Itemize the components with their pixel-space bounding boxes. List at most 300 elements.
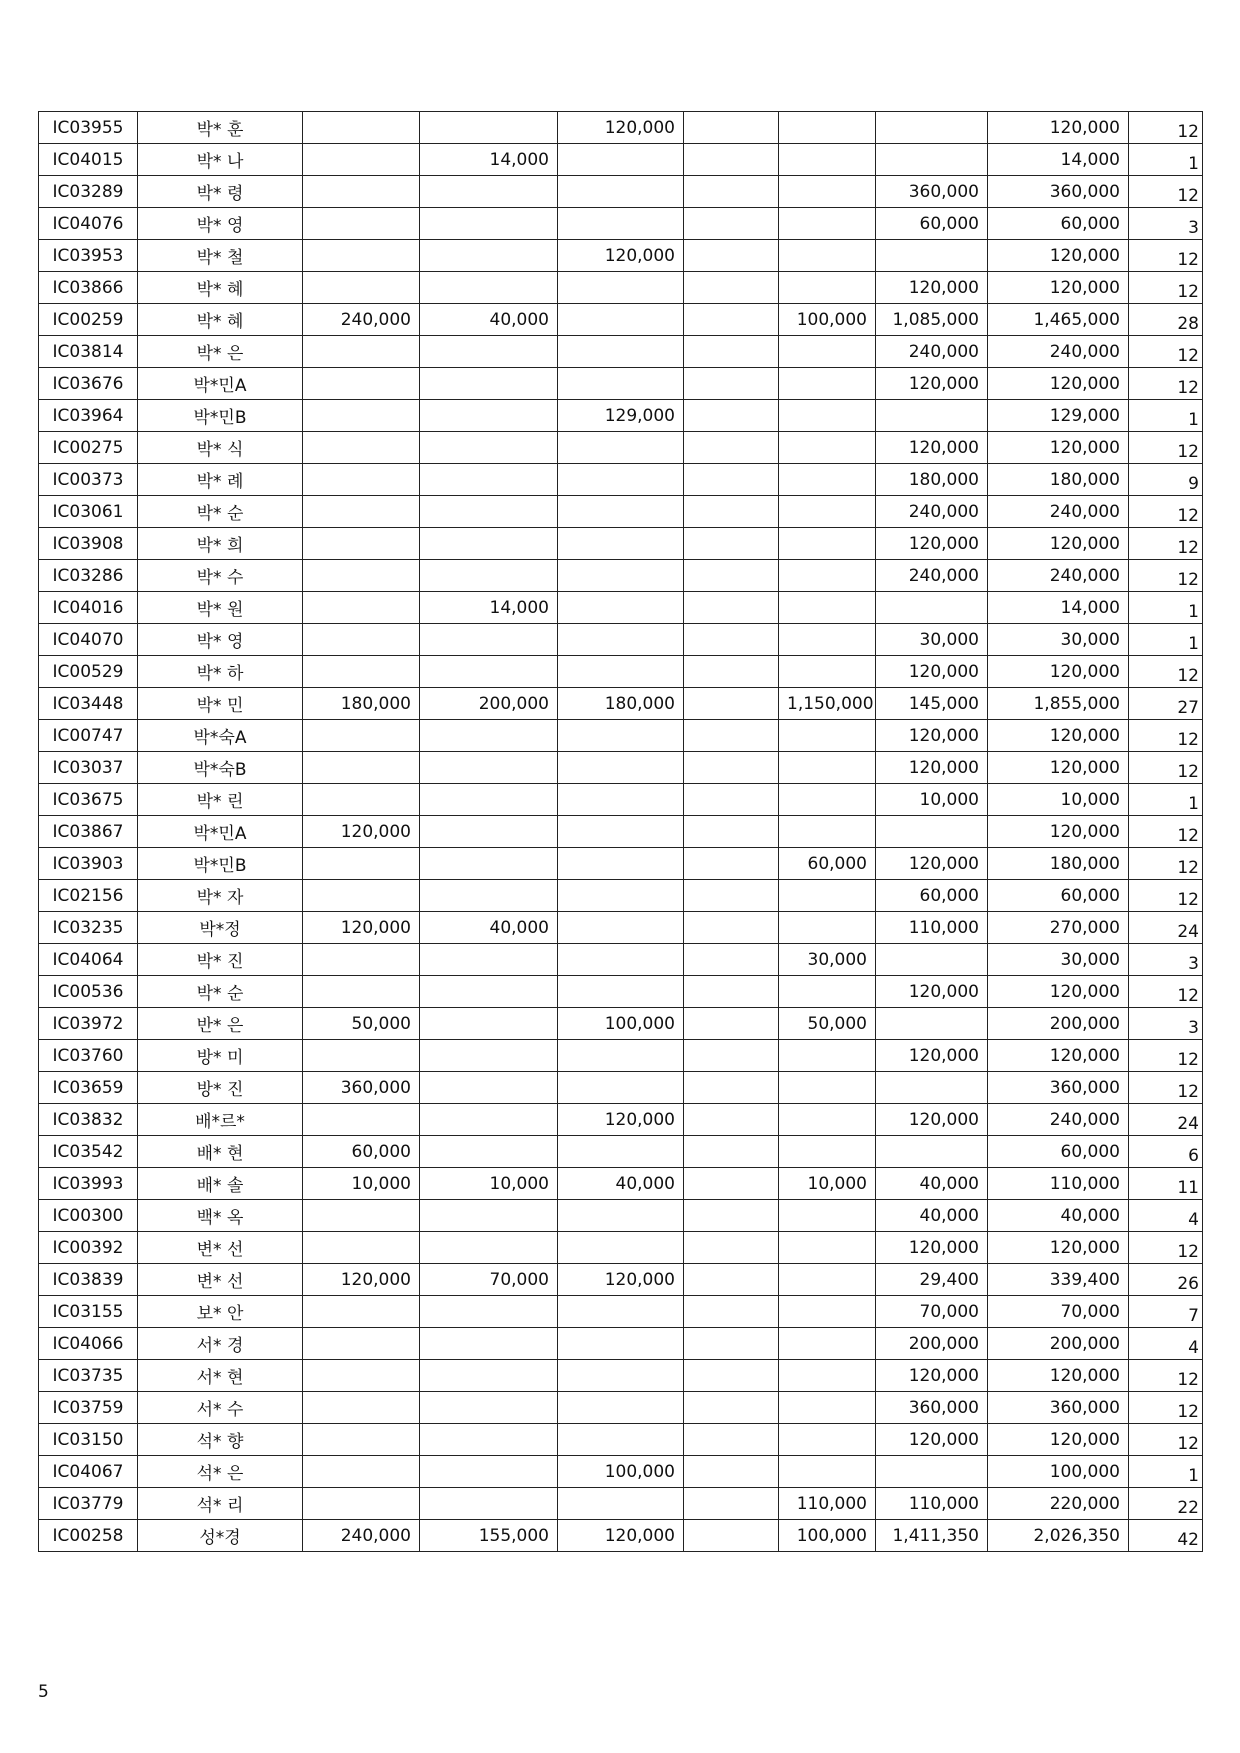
total-amount-cell: 60,000 — [988, 1136, 1129, 1168]
count-cell: 12 — [1129, 528, 1203, 560]
count-cell: 9 — [1129, 464, 1203, 496]
member-id-cell: IC00536 — [39, 976, 138, 1008]
amount-col-3-cell — [558, 752, 684, 784]
amount-col-2-cell — [420, 1488, 558, 1520]
amount-col-3-cell — [558, 1392, 684, 1424]
count-cell: 12 — [1129, 976, 1203, 1008]
count-cell: 6 — [1129, 1136, 1203, 1168]
count-cell: 12 — [1129, 368, 1203, 400]
member-id-cell: IC03659 — [39, 1072, 138, 1104]
amount-col-1-cell — [303, 208, 420, 240]
amount-col-1-cell — [303, 432, 420, 464]
amount-col-4-cell — [684, 1136, 779, 1168]
amount-col-6-cell: 120,000 — [876, 720, 988, 752]
total-amount-cell: 120,000 — [988, 656, 1129, 688]
amount-col-5-cell — [779, 880, 876, 912]
amount-col-4-cell — [684, 880, 779, 912]
amount-col-6-cell: 120,000 — [876, 1360, 988, 1392]
table-row — [39, 848, 1203, 880]
member-id-cell: IC03866 — [39, 272, 138, 304]
total-amount-cell: 110,000 — [988, 1168, 1129, 1200]
table-row — [39, 976, 1203, 1008]
amount-col-2-cell — [420, 400, 558, 432]
member-name-cell: 석* 향 — [138, 1424, 303, 1456]
member-id-cell: IC04015 — [39, 144, 138, 176]
amount-col-3-cell — [558, 816, 684, 848]
count-cell: 12 — [1129, 1424, 1203, 1456]
amount-col-1-cell — [303, 464, 420, 496]
total-amount-cell: 200,000 — [988, 1008, 1129, 1040]
member-name-cell: 박*민A — [138, 368, 303, 400]
count-cell: 12 — [1129, 560, 1203, 592]
table-row — [39, 816, 1203, 848]
table-row — [39, 1456, 1203, 1488]
total-amount-cell: 360,000 — [988, 1392, 1129, 1424]
amount-col-5-cell — [779, 720, 876, 752]
amount-col-4-cell — [684, 400, 779, 432]
total-amount-cell: 120,000 — [988, 240, 1129, 272]
table-row — [39, 176, 1203, 208]
member-id-cell: IC04070 — [39, 624, 138, 656]
amount-col-3-cell — [558, 528, 684, 560]
member-name-cell: 배* 현 — [138, 1136, 303, 1168]
amount-col-2-cell — [420, 336, 558, 368]
member-id-cell: IC03972 — [39, 1008, 138, 1040]
amount-col-2-cell — [420, 848, 558, 880]
total-amount-cell: 30,000 — [988, 624, 1129, 656]
amount-col-4-cell — [684, 144, 779, 176]
member-name-cell: 박*숙A — [138, 720, 303, 752]
amount-col-1-cell — [303, 1040, 420, 1072]
amount-col-2-cell — [420, 368, 558, 400]
member-id-cell: IC00300 — [39, 1200, 138, 1232]
table-row — [39, 1424, 1203, 1456]
total-amount-cell: 30,000 — [988, 944, 1129, 976]
member-name-cell: 변* 선 — [138, 1264, 303, 1296]
amount-col-6-cell: 40,000 — [876, 1168, 988, 1200]
amount-col-2-cell — [420, 720, 558, 752]
amount-col-4-cell — [684, 944, 779, 976]
count-cell: 27 — [1129, 688, 1203, 720]
member-name-cell: 박* 령 — [138, 176, 303, 208]
amount-col-5-cell — [779, 240, 876, 272]
amount-col-1-cell — [303, 1296, 420, 1328]
amount-col-3-cell — [558, 144, 684, 176]
member-name-cell: 박* 진 — [138, 944, 303, 976]
amount-col-4-cell — [684, 624, 779, 656]
amount-col-1-cell — [303, 560, 420, 592]
amount-col-1-cell — [303, 1392, 420, 1424]
amount-col-6-cell: 180,000 — [876, 464, 988, 496]
amount-col-3-cell: 180,000 — [558, 688, 684, 720]
amount-col-2-cell: 200,000 — [420, 688, 558, 720]
amount-col-3-cell — [558, 1200, 684, 1232]
table-row — [39, 1008, 1203, 1040]
count-cell: 12 — [1129, 656, 1203, 688]
amount-col-1-cell — [303, 592, 420, 624]
amount-col-3-cell — [558, 304, 684, 336]
table-row — [39, 944, 1203, 976]
member-id-cell: IC03955 — [39, 112, 138, 144]
amount-col-4-cell — [684, 112, 779, 144]
amount-col-4-cell — [684, 816, 779, 848]
amount-col-1-cell — [303, 400, 420, 432]
amount-col-4-cell — [684, 1264, 779, 1296]
member-name-cell: 박* 례 — [138, 464, 303, 496]
amount-col-4-cell — [684, 208, 779, 240]
amount-col-6-cell: 110,000 — [876, 912, 988, 944]
amount-col-2-cell — [420, 1392, 558, 1424]
amount-col-5-cell: 1,150,000 — [779, 688, 876, 720]
count-cell: 22 — [1129, 1488, 1203, 1520]
amount-col-5-cell — [779, 208, 876, 240]
table-row — [39, 112, 1203, 144]
amount-col-5-cell — [779, 784, 876, 816]
amount-col-5-cell: 10,000 — [779, 1168, 876, 1200]
amount-col-1-cell — [303, 720, 420, 752]
amount-col-4-cell — [684, 336, 779, 368]
member-name-cell: 박*민A — [138, 816, 303, 848]
amount-col-1-cell: 120,000 — [303, 1264, 420, 1296]
amount-col-1-cell — [303, 1232, 420, 1264]
amount-col-4-cell — [684, 1488, 779, 1520]
amount-col-2-cell — [420, 1040, 558, 1072]
amount-col-2-cell — [420, 1200, 558, 1232]
amount-col-2-cell — [420, 880, 558, 912]
amount-col-3-cell — [558, 368, 684, 400]
total-amount-cell: 360,000 — [988, 176, 1129, 208]
total-amount-cell: 360,000 — [988, 1072, 1129, 1104]
total-amount-cell: 14,000 — [988, 144, 1129, 176]
total-amount-cell: 240,000 — [988, 336, 1129, 368]
member-name-cell: 박* 린 — [138, 784, 303, 816]
amount-col-4-cell — [684, 848, 779, 880]
amount-col-4-cell — [684, 1104, 779, 1136]
amount-col-2-cell — [420, 1296, 558, 1328]
amount-col-6-cell: 120,000 — [876, 1424, 988, 1456]
amount-col-4-cell — [684, 1296, 779, 1328]
amount-col-1-cell: 240,000 — [303, 1520, 420, 1552]
amount-col-2-cell — [420, 1072, 558, 1104]
amount-col-5-cell — [779, 144, 876, 176]
member-id-cell: IC03286 — [39, 560, 138, 592]
amount-col-2-cell — [420, 496, 558, 528]
amount-col-5-cell — [779, 1264, 876, 1296]
table-row — [39, 496, 1203, 528]
count-cell: 3 — [1129, 944, 1203, 976]
amount-col-4-cell — [684, 752, 779, 784]
amount-col-6-cell: 120,000 — [876, 752, 988, 784]
amount-col-2-cell: 155,000 — [420, 1520, 558, 1552]
amount-col-5-cell — [779, 400, 876, 432]
table-row — [39, 1072, 1203, 1104]
amount-col-6-cell — [876, 400, 988, 432]
total-amount-cell: 129,000 — [988, 400, 1129, 432]
amount-col-2-cell: 40,000 — [420, 912, 558, 944]
table-row — [39, 1520, 1203, 1552]
amount-col-4-cell — [684, 688, 779, 720]
amount-col-6-cell: 120,000 — [876, 848, 988, 880]
amount-col-3-cell — [558, 1072, 684, 1104]
amount-col-1-cell — [303, 1488, 420, 1520]
amount-col-1-cell — [303, 656, 420, 688]
count-cell: 7 — [1129, 1296, 1203, 1328]
table-row — [39, 688, 1203, 720]
total-amount-cell: 120,000 — [988, 112, 1129, 144]
total-amount-cell: 60,000 — [988, 208, 1129, 240]
total-amount-cell: 120,000 — [988, 1360, 1129, 1392]
amount-col-3-cell: 120,000 — [558, 1264, 684, 1296]
amount-col-5-cell — [779, 1296, 876, 1328]
member-id-cell: IC04066 — [39, 1328, 138, 1360]
member-id-cell: IC00275 — [39, 432, 138, 464]
amount-col-5-cell — [779, 464, 876, 496]
amount-col-1-cell — [303, 144, 420, 176]
amount-col-4-cell — [684, 1072, 779, 1104]
member-id-cell: IC03779 — [39, 1488, 138, 1520]
count-cell: 12 — [1129, 1232, 1203, 1264]
amount-col-5-cell — [779, 1232, 876, 1264]
amount-col-6-cell: 120,000 — [876, 976, 988, 1008]
amount-col-6-cell — [876, 1136, 988, 1168]
member-id-cell: IC03061 — [39, 496, 138, 528]
amount-col-1-cell — [303, 1328, 420, 1360]
count-cell: 12 — [1129, 816, 1203, 848]
amount-col-2-cell: 70,000 — [420, 1264, 558, 1296]
amount-col-6-cell: 120,000 — [876, 528, 988, 560]
amount-col-4-cell — [684, 1392, 779, 1424]
amount-col-1-cell: 180,000 — [303, 688, 420, 720]
table-row — [39, 464, 1203, 496]
count-cell: 1 — [1129, 144, 1203, 176]
table-row — [39, 400, 1203, 432]
count-cell: 12 — [1129, 1360, 1203, 1392]
amount-col-2-cell — [420, 1328, 558, 1360]
member-id-cell: IC03908 — [39, 528, 138, 560]
member-name-cell: 박*숙B — [138, 752, 303, 784]
amount-col-2-cell — [420, 432, 558, 464]
table-row — [39, 1232, 1203, 1264]
count-cell: 12 — [1129, 848, 1203, 880]
member-id-cell: IC02156 — [39, 880, 138, 912]
count-cell: 3 — [1129, 208, 1203, 240]
member-name-cell: 박*정 — [138, 912, 303, 944]
member-name-cell: 배*르* — [138, 1104, 303, 1136]
amount-col-2-cell — [420, 464, 558, 496]
amount-col-4-cell — [684, 1040, 779, 1072]
amount-col-3-cell — [558, 720, 684, 752]
amount-col-4-cell — [684, 560, 779, 592]
amount-col-5-cell — [779, 976, 876, 1008]
amount-col-3-cell — [558, 496, 684, 528]
member-name-cell: 박*민B — [138, 848, 303, 880]
total-amount-cell: 120,000 — [988, 976, 1129, 1008]
total-amount-cell: 120,000 — [988, 432, 1129, 464]
amount-col-1-cell: 10,000 — [303, 1168, 420, 1200]
amount-col-5-cell — [779, 112, 876, 144]
member-name-cell: 백* 옥 — [138, 1200, 303, 1232]
member-id-cell: IC00392 — [39, 1232, 138, 1264]
table-row — [39, 1264, 1203, 1296]
amount-col-3-cell: 100,000 — [558, 1456, 684, 1488]
total-amount-cell: 120,000 — [988, 752, 1129, 784]
amount-col-1-cell — [303, 272, 420, 304]
total-amount-cell: 180,000 — [988, 464, 1129, 496]
amount-col-5-cell — [779, 176, 876, 208]
count-cell: 12 — [1129, 432, 1203, 464]
amount-col-2-cell — [420, 624, 558, 656]
donation-ledger-table — [38, 111, 1203, 1552]
amount-col-3-cell — [558, 464, 684, 496]
amount-col-3-cell — [558, 944, 684, 976]
amount-col-6-cell: 200,000 — [876, 1328, 988, 1360]
count-cell: 1 — [1129, 784, 1203, 816]
amount-col-5-cell — [779, 752, 876, 784]
count-cell: 42 — [1129, 1520, 1203, 1552]
amount-col-3-cell — [558, 1232, 684, 1264]
count-cell: 4 — [1129, 1328, 1203, 1360]
table-row — [39, 528, 1203, 560]
member-id-cell: IC03760 — [39, 1040, 138, 1072]
amount-col-4-cell — [684, 272, 779, 304]
count-cell: 12 — [1129, 1040, 1203, 1072]
amount-col-5-cell — [779, 1072, 876, 1104]
table-row — [39, 560, 1203, 592]
table-row — [39, 272, 1203, 304]
member-id-cell: IC00259 — [39, 304, 138, 336]
table-row — [39, 1200, 1203, 1232]
amount-col-1-cell — [303, 1456, 420, 1488]
total-amount-cell: 240,000 — [988, 560, 1129, 592]
amount-col-4-cell — [684, 528, 779, 560]
member-id-cell: IC03676 — [39, 368, 138, 400]
member-name-cell: 박* 하 — [138, 656, 303, 688]
member-id-cell: IC03964 — [39, 400, 138, 432]
amount-col-5-cell — [779, 1424, 876, 1456]
amount-col-6-cell: 60,000 — [876, 208, 988, 240]
amount-col-3-cell — [558, 848, 684, 880]
total-amount-cell: 14,000 — [988, 592, 1129, 624]
amount-col-2-cell — [420, 208, 558, 240]
member-id-cell: IC03953 — [39, 240, 138, 272]
amount-col-4-cell — [684, 1328, 779, 1360]
total-amount-cell: 1,855,000 — [988, 688, 1129, 720]
amount-col-3-cell: 120,000 — [558, 112, 684, 144]
amount-col-6-cell: 240,000 — [876, 336, 988, 368]
amount-col-5-cell — [779, 816, 876, 848]
amount-col-2-cell: 10,000 — [420, 1168, 558, 1200]
amount-col-2-cell — [420, 1136, 558, 1168]
amount-col-3-cell — [558, 336, 684, 368]
member-name-cell: 박* 혜 — [138, 304, 303, 336]
table-row — [39, 336, 1203, 368]
amount-col-4-cell — [684, 1232, 779, 1264]
amount-col-3-cell: 129,000 — [558, 400, 684, 432]
amount-col-3-cell — [558, 592, 684, 624]
table-row — [39, 912, 1203, 944]
amount-col-3-cell: 40,000 — [558, 1168, 684, 1200]
amount-col-3-cell — [558, 976, 684, 1008]
member-id-cell: IC03759 — [39, 1392, 138, 1424]
amount-col-3-cell — [558, 1296, 684, 1328]
count-cell: 24 — [1129, 1104, 1203, 1136]
amount-col-3-cell — [558, 1136, 684, 1168]
total-amount-cell: 2,026,350 — [988, 1520, 1129, 1552]
amount-col-3-cell — [558, 560, 684, 592]
amount-col-6-cell: 120,000 — [876, 1040, 988, 1072]
count-cell: 3 — [1129, 1008, 1203, 1040]
amount-col-2-cell — [420, 1008, 558, 1040]
amount-col-5-cell — [779, 496, 876, 528]
member-name-cell: 박* 훈 — [138, 112, 303, 144]
amount-col-4-cell — [684, 304, 779, 336]
amount-col-4-cell — [684, 368, 779, 400]
amount-col-6-cell: 120,000 — [876, 272, 988, 304]
amount-col-3-cell — [558, 1040, 684, 1072]
amount-col-3-cell — [558, 1360, 684, 1392]
total-amount-cell: 120,000 — [988, 368, 1129, 400]
amount-col-1-cell: 240,000 — [303, 304, 420, 336]
member-id-cell: IC03448 — [39, 688, 138, 720]
count-cell: 1 — [1129, 592, 1203, 624]
table-row — [39, 1136, 1203, 1168]
amount-col-1-cell — [303, 784, 420, 816]
amount-col-6-cell — [876, 144, 988, 176]
amount-col-5-cell — [779, 336, 876, 368]
amount-col-4-cell — [684, 784, 779, 816]
amount-col-2-cell — [420, 976, 558, 1008]
count-cell: 1 — [1129, 624, 1203, 656]
amount-col-2-cell — [420, 1360, 558, 1392]
amount-col-5-cell: 30,000 — [779, 944, 876, 976]
amount-col-4-cell — [684, 1168, 779, 1200]
total-amount-cell: 60,000 — [988, 880, 1129, 912]
total-amount-cell: 70,000 — [988, 1296, 1129, 1328]
amount-col-5-cell: 100,000 — [779, 304, 876, 336]
amount-col-5-cell — [779, 1200, 876, 1232]
member-name-cell: 박* 희 — [138, 528, 303, 560]
total-amount-cell: 220,000 — [988, 1488, 1129, 1520]
amount-col-5-cell: 60,000 — [779, 848, 876, 880]
amount-col-1-cell: 120,000 — [303, 816, 420, 848]
ledger-body — [39, 112, 1203, 1552]
amount-col-6-cell — [876, 1008, 988, 1040]
member-name-cell: 변* 선 — [138, 1232, 303, 1264]
amount-col-4-cell — [684, 912, 779, 944]
amount-col-5-cell — [779, 1360, 876, 1392]
amount-col-5-cell — [779, 624, 876, 656]
amount-col-5-cell: 100,000 — [779, 1520, 876, 1552]
amount-col-6-cell: 30,000 — [876, 624, 988, 656]
count-cell: 11 — [1129, 1168, 1203, 1200]
amount-col-3-cell — [558, 784, 684, 816]
amount-col-6-cell: 120,000 — [876, 656, 988, 688]
member-name-cell: 석* 은 — [138, 1456, 303, 1488]
amount-col-5-cell — [779, 1456, 876, 1488]
amount-col-1-cell — [303, 1424, 420, 1456]
amount-col-2-cell — [420, 784, 558, 816]
amount-col-5-cell — [779, 432, 876, 464]
amount-col-2-cell — [420, 1232, 558, 1264]
amount-col-5-cell — [779, 592, 876, 624]
member-name-cell: 박* 순 — [138, 976, 303, 1008]
member-id-cell: IC03289 — [39, 176, 138, 208]
amount-col-6-cell: 120,000 — [876, 1104, 988, 1136]
amount-col-2-cell — [420, 1104, 558, 1136]
member-id-cell: IC00747 — [39, 720, 138, 752]
count-cell: 12 — [1129, 112, 1203, 144]
member-name-cell: 석* 리 — [138, 1488, 303, 1520]
